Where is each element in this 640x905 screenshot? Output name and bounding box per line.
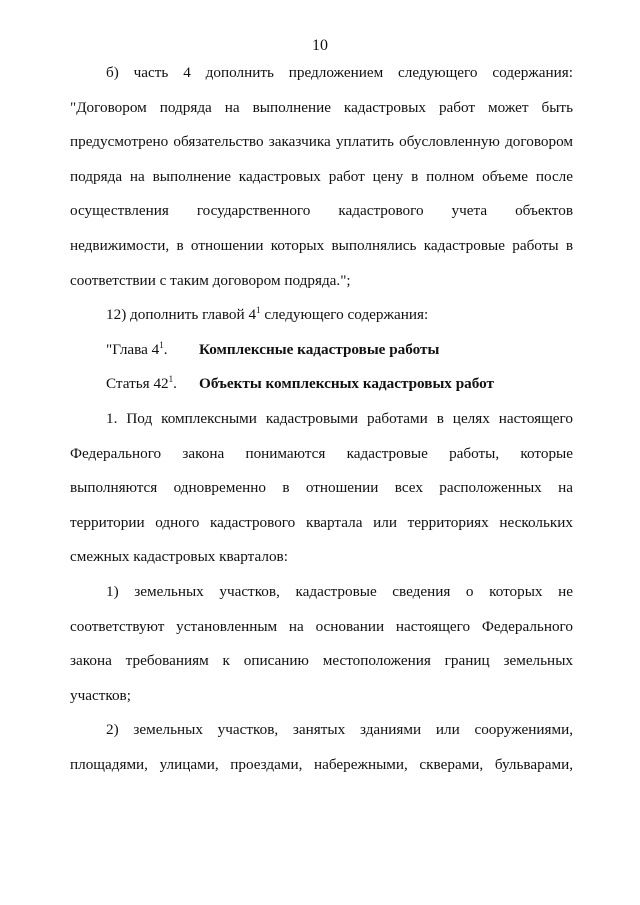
chapter-number-text: "Глава 4	[106, 340, 160, 358]
chapter-heading	[70, 333, 573, 368]
paragraph-amendment-part-4: б) часть 4 дополнить предложением следующего содержания: "Договором подряда на выполнение кадастровых работ может быть предусмотрено обязательство заказчика уплатить обусловленную договором подряда на выполнение кадастровых работ цену в полном объеме после осуществления государственного кадастрового учета объектов недвижимости, в отношении которых выполнялись кадастровые работы в соответствии с таким договором подряда.";	[70, 64, 573, 289]
chapter-title: Комплексные кадастровые работы	[199, 340, 440, 358]
paragraph-add-chapter-text-end: следующего содержания:	[260, 306, 429, 324]
paragraph-item-2: 2) земельных участков, занятых зданиями или сооружениями, площадями, улицами, проездами, набережными, скверами, бульварами,	[70, 721, 573, 773]
article-number	[106, 367, 199, 402]
paragraph-article-1: 1. Под комплексными кадастровыми работами в целях настоящего Федерального закона понимаются кадастровые работы, которые выполняются одновременно в отношении всех расположенных на территории одного кадастрового квартала или территориях нескольких смежных кадастровых кварталов:	[70, 409, 573, 566]
article-heading	[70, 367, 573, 402]
article-number-end: .	[173, 375, 177, 393]
article-title: Объекты комплексных кадастровых работ	[199, 375, 494, 393]
chapter-number-end: .	[163, 340, 168, 358]
article-number-superscript: 1	[168, 374, 174, 385]
document-body	[70, 56, 573, 782]
chapter-number-superscript: 1	[159, 339, 164, 350]
article-number-text: Статья 42	[106, 375, 169, 393]
paragraph-add-chapter	[70, 298, 573, 333]
page-number: 10	[312, 37, 328, 54]
paragraph-add-chapter-text-start: 12) дополнить главой 4	[106, 306, 257, 324]
paragraph-item-1: 1) земельных участков, кадастровые сведения о которых не соответствуют установленным на основании настоящего Федерального закона требованиям к описанию местоположения границ земельных участков;	[70, 582, 573, 704]
chapter-superscript: 1	[256, 305, 261, 316]
chapter-number	[106, 333, 199, 368]
